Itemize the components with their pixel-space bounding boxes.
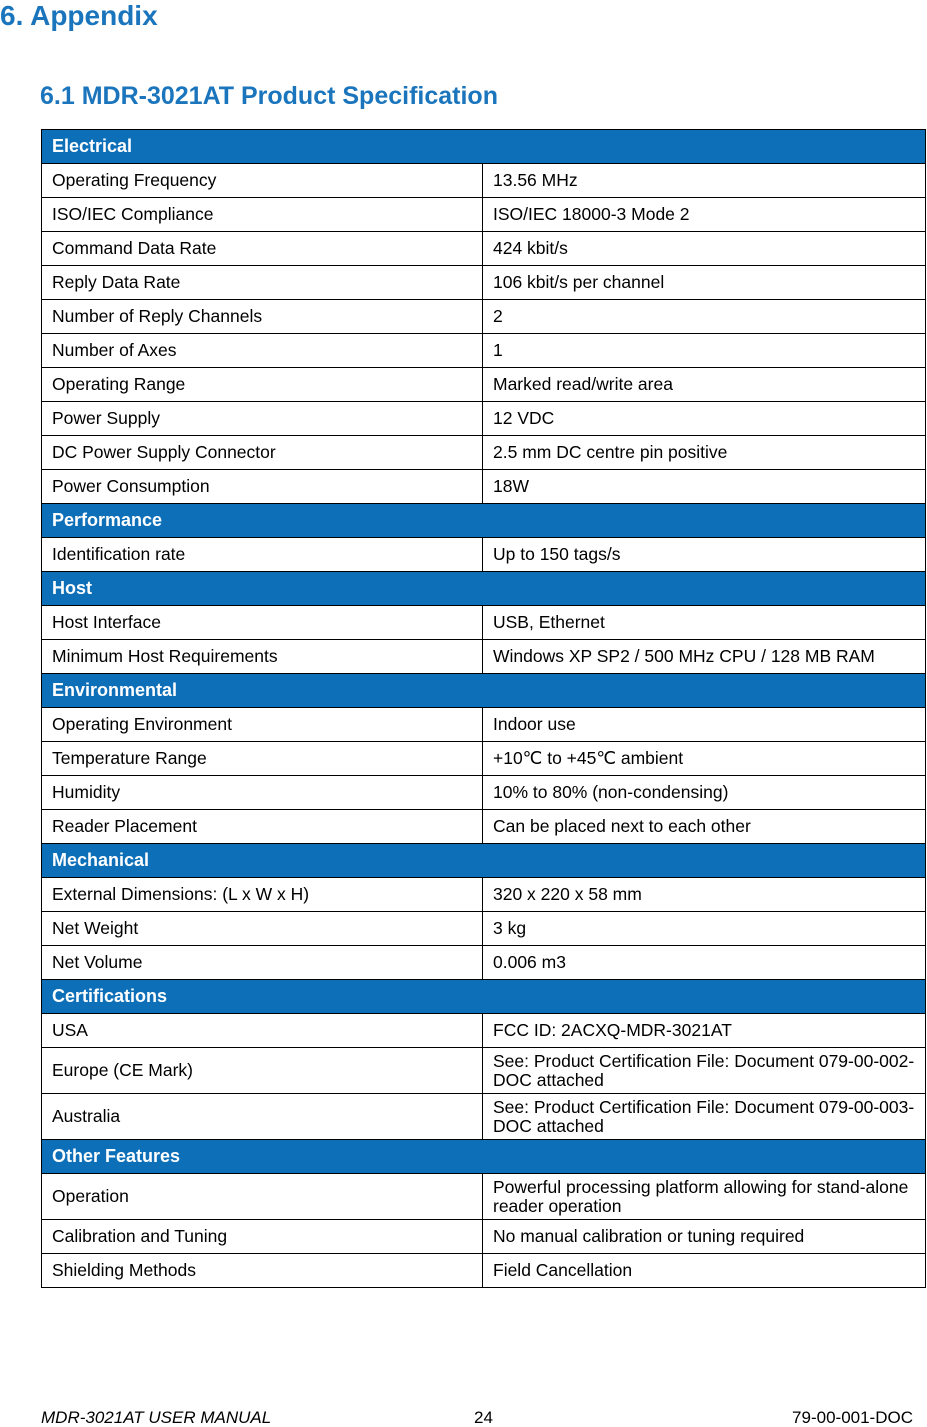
table-row [42,1220,926,1254]
spec-value: 12 VDC [483,402,926,436]
table-row [42,640,926,674]
table-row [42,232,926,266]
table-row [42,1048,926,1094]
section-header-row [42,504,926,538]
spec-label: Minimum Host Requirements [42,640,483,674]
spec-value: Indoor use [483,708,926,742]
table-row [42,606,926,640]
spec-label: Power Consumption [42,470,483,504]
footer-manual-title: MDR-3021AT USER MANUAL [41,1408,272,1427]
specification-table [41,129,926,1288]
spec-label: Power Supply [42,402,483,436]
table-row [42,164,926,198]
spec-value: 2 [483,300,926,334]
spec-value: See: Product Certification File: Document 079-00-003-DOC attached [483,1094,926,1140]
spec-value: Field Cancellation [483,1254,926,1288]
section-title: Mechanical [42,844,926,878]
section-title: Other Features [42,1140,926,1174]
table-row [42,1094,926,1140]
table-row [42,436,926,470]
table-row [42,198,926,232]
spec-label: Reader Placement [42,810,483,844]
spec-value: 18W [483,470,926,504]
table-row [42,368,926,402]
table-row [42,878,926,912]
spec-value: 3 kg [483,912,926,946]
section-title: Host [42,572,926,606]
table-row [42,1014,926,1048]
spec-label: Shielding Methods [42,1254,483,1288]
spec-label: Calibration and Tuning [42,1220,483,1254]
spec-value: +10℃ to +45℃ ambient [483,742,926,776]
spec-value: 106 kbit/s per channel [483,266,926,300]
spec-value: Powerful processing platform allowing for stand-alone reader operation [483,1174,926,1220]
spec-value: 10% to 80% (non-condensing) [483,776,926,810]
table-row [42,402,926,436]
spec-label: Net Volume [42,946,483,980]
section-header-row [42,1140,926,1174]
spec-label: Number of Axes [42,334,483,368]
page-heading: 6. Appendix [0,0,158,31]
spec-value: No manual calibration or tuning required [483,1220,926,1254]
footer-document-number: 79-00-001-DOC [792,1408,913,1427]
table-row [42,1254,926,1288]
spec-value: ISO/IEC 18000-3 Mode 2 [483,198,926,232]
section-header-row [42,130,926,164]
spec-value: 0.006 m3 [483,946,926,980]
section-header-row [42,844,926,878]
table-row [42,470,926,504]
spec-value: 320 x 220 x 58 mm [483,878,926,912]
spec-value: 424 kbit/s [483,232,926,266]
spec-label: Operating Environment [42,708,483,742]
table-row [42,266,926,300]
spec-value: 2.5 mm DC centre pin positive [483,436,926,470]
section-title: Electrical [42,130,926,164]
spec-label: Australia [42,1094,483,1140]
table-row [42,300,926,334]
table-row [42,334,926,368]
spec-label: DC Power Supply Connector [42,436,483,470]
table-row [42,1174,926,1220]
spec-value: Windows XP SP2 / 500 MHz CPU / 128 MB RAM [483,640,926,674]
section-header-row [42,674,926,708]
spec-value: Marked read/write area [483,368,926,402]
table-row [42,776,926,810]
spec-value: FCC ID: 2ACXQ-MDR-3021AT [483,1014,926,1048]
section-title: Environmental [42,674,926,708]
spec-value: Can be placed next to each other [483,810,926,844]
section-header-row [42,980,926,1014]
table-row [42,708,926,742]
spec-label: ISO/IEC Compliance [42,198,483,232]
spec-label: Operating Frequency [42,164,483,198]
table-row [42,946,926,980]
spec-value: Up to 150 tags/s [483,538,926,572]
spec-label: Temperature Range [42,742,483,776]
spec-value: 1 [483,334,926,368]
table-row [42,912,926,946]
spec-label: Command Data Rate [42,232,483,266]
table-row [42,810,926,844]
table-row [42,742,926,776]
spec-value: See: Product Certification File: Document 079-00-002-DOC attached [483,1048,926,1094]
spec-label: USA [42,1014,483,1048]
section-heading: 6.1 MDR-3021AT Product Specification [40,82,498,110]
section-title: Performance [42,504,926,538]
section-header-row [42,572,926,606]
spec-label: Net Weight [42,912,483,946]
spec-label: Humidity [42,776,483,810]
section-title: Certifications [42,980,926,1014]
spec-label: Reply Data Rate [42,266,483,300]
spec-label: Europe (CE Mark) [42,1048,483,1094]
table-row [42,538,926,572]
spec-value: 13.56 MHz [483,164,926,198]
spec-label: Operating Range [42,368,483,402]
spec-label: Number of Reply Channels [42,300,483,334]
spec-label: Operation [42,1174,483,1220]
spec-label: Identification rate [42,538,483,572]
spec-label: External Dimensions: (L x W x H) [42,878,483,912]
footer-page-number: 24 [474,1408,493,1427]
spec-label: Host Interface [42,606,483,640]
spec-value: USB, Ethernet [483,606,926,640]
